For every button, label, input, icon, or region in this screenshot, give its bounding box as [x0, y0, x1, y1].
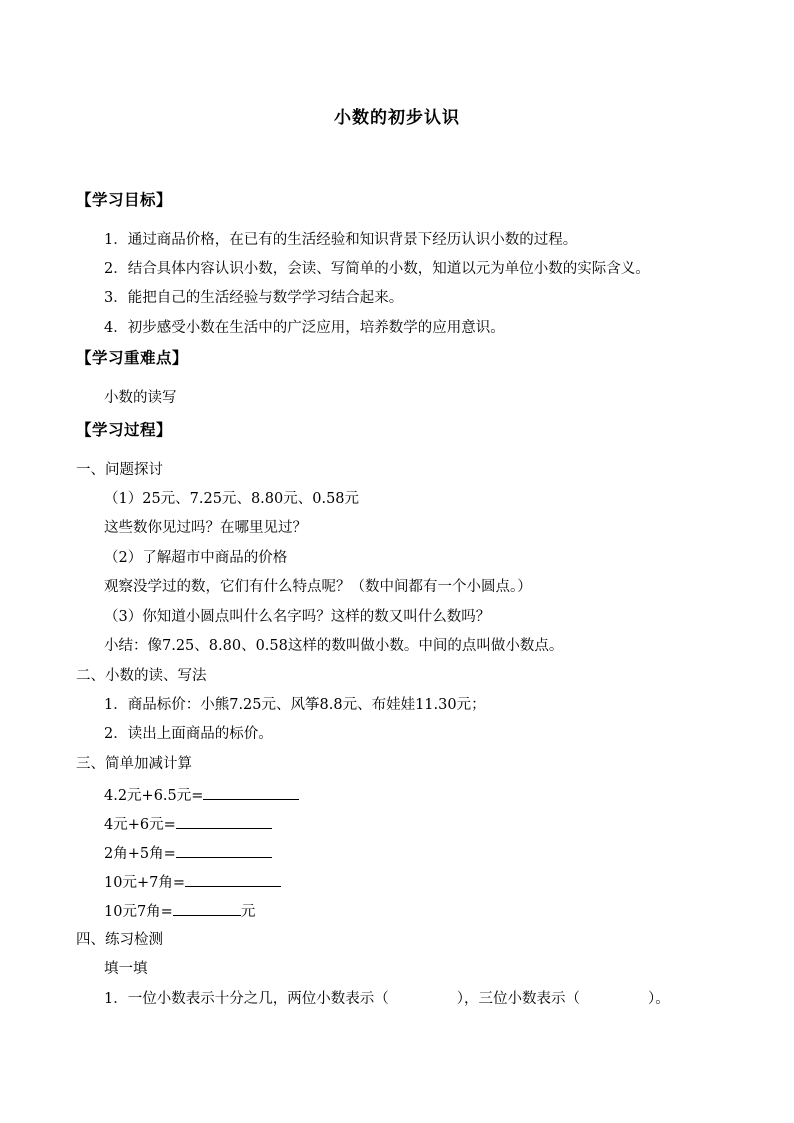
- page-title: 小数的初步认识: [334, 108, 460, 128]
- exercise-2: [104, 813, 272, 833]
- exercise-5: [104, 900, 255, 920]
- fill-q1-text-a: 1．一位小数表示十分之几，两位小数表示（: [104, 991, 389, 1007]
- part4-subtitle: 填一填: [104, 961, 148, 977]
- part4-title: 四、练习检测: [76, 932, 163, 948]
- part1-line-2: 这些数你见过吗？在哪里见过？: [104, 520, 307, 536]
- exercise-1: [104, 784, 299, 804]
- key-points-heading: 【学习重难点】: [76, 348, 189, 367]
- goal-item-4: 4．初步感受小数在生活中的广泛应用，培养数学的应用意识。: [104, 320, 505, 336]
- part1-line-4: 观察没学过的数，它们有什么特点呢？（数中间都有一个小圆点。）: [104, 579, 532, 595]
- part2-title: 二、小数的读、写法: [76, 668, 207, 684]
- key-points-text: 小数的读写: [104, 390, 177, 406]
- exercise-3: [104, 842, 272, 862]
- answer-blank-1[interactable]: [203, 784, 299, 800]
- exercise-1-text: 4.2元+6.5元=: [104, 788, 204, 804]
- exercise-5-text: 10元7角=: [104, 904, 173, 920]
- answer-blank-5[interactable]: [173, 900, 241, 916]
- answer-blank-2[interactable]: [176, 813, 272, 829]
- fill-question-1: [104, 989, 670, 1009]
- fill-q1-text-c: ）。: [647, 991, 670, 1007]
- exercise-5-unit: 元: [240, 904, 256, 920]
- exercise-4: [104, 871, 281, 891]
- part1-line-6: 小结：像7.25、8.80、0.58这样的数叫做小数。中间的点叫做小数点。: [104, 638, 564, 654]
- process-heading: 【学习过程】: [76, 420, 173, 439]
- part1-line-5: （3）你知道小圆点叫什么名字吗？这样的数又叫什么数吗？: [104, 609, 491, 625]
- exercise-3-text: 2角+5角=: [104, 846, 176, 862]
- part1-line-1: （1）25元、7.25元、8.80元、0.58元: [104, 491, 360, 507]
- exercise-4-text: 10元+7角=: [104, 875, 185, 891]
- goals-heading: 【学习目标】: [76, 190, 173, 209]
- answer-blank-3[interactable]: [176, 842, 272, 858]
- fill-q1-text-b: ），三位小数表示（: [456, 991, 580, 1007]
- answer-blank-4[interactable]: [185, 871, 281, 887]
- goal-item-3: 3．能把自己的生活经验与数学学习结合起来。: [104, 290, 404, 306]
- part2-line-2: 2．读出上面商品的标价。: [104, 726, 273, 742]
- goal-item-2: 2．结合具体内容认识小数，会读、写简单的小数，知道以元为单位小数的实际含义。: [104, 261, 650, 277]
- exercise-2-text: 4元+6元=: [104, 817, 176, 833]
- part1-title: 一、问题探讨: [76, 462, 163, 478]
- part3-title: 三、简单加减计算: [76, 756, 192, 772]
- part2-line-1: 1．商品标价：小熊7.25元、风筝8.8元、布娃娃11.30元；: [104, 697, 486, 713]
- part1-line-3: （2）了解超市中商品的价格: [104, 550, 288, 566]
- goal-item-1: 1．通过商品价格，在已有的生活经验和知识背景下经历认识小数的过程。: [104, 232, 578, 248]
